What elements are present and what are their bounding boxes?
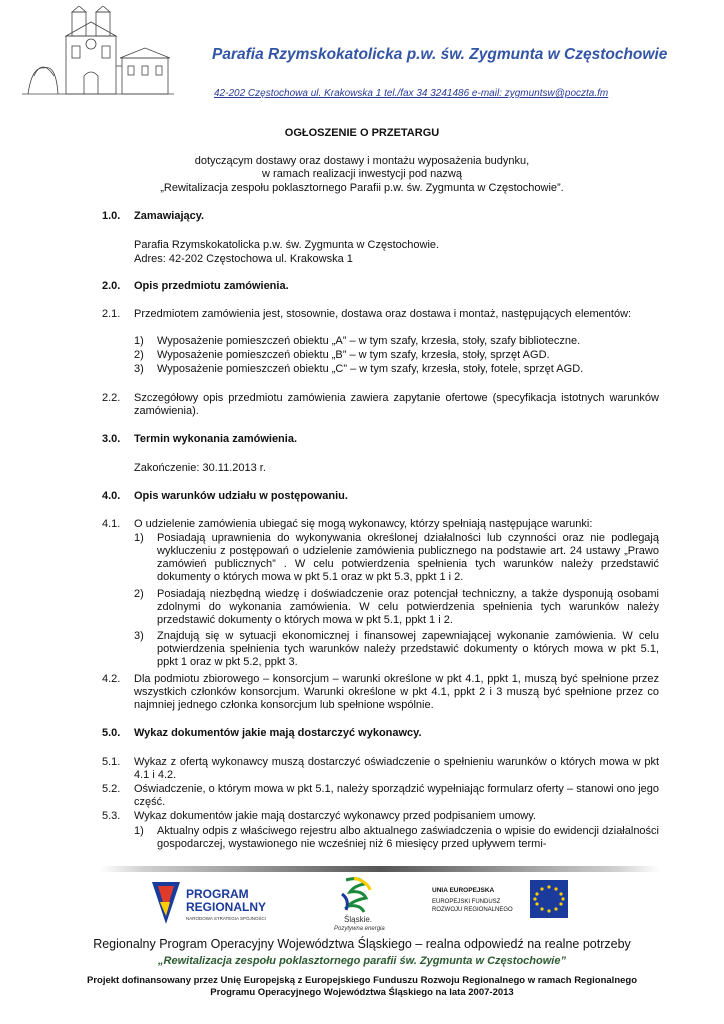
list-number: 3) bbox=[134, 363, 144, 375]
section-number: 5.0. bbox=[102, 727, 121, 739]
list-item-object-c: Wyposażenie pomieszczeń obiektu „C” – w tym szafy, krzesła, stoły, fotele, sprzęt AGD. bbox=[157, 363, 584, 375]
intro-line-2: w ramach realizacji inwestycji pod nazwą bbox=[262, 168, 462, 180]
footer-program-slogan: Regionalny Program Operacyjny Województwa Śląskiego – realna odpowiedź na realne potrzeby bbox=[93, 937, 631, 951]
paragraph-number: 5.1. bbox=[102, 756, 121, 768]
list-number: 1) bbox=[134, 335, 144, 347]
program-line-3: NARODOWA STRATEGIA SPÓJNOŚCI bbox=[186, 916, 267, 921]
condition-2: Posiadają niezbędną wiedzę i doświadczenie oraz potencjał techniczny, a także dysponują osobami zdolnymi do wykonania zamówienia. W celu potwierdzenia spełnienia tych warunków należy przedstawić dokumenty o których mowa w pkt 5.1, ppkt 1 i 2. bbox=[157, 588, 659, 626]
paragraph-number: 5.2. bbox=[102, 783, 121, 795]
contracting-party-name: Parafia Rzymskokatolicka p.w. św. Zygmunta w Częstochowie. bbox=[134, 239, 440, 251]
list-number: 1) bbox=[134, 532, 144, 544]
section-heading-zamawiajacy: Zamawiający. bbox=[134, 210, 205, 222]
program-line-1: PROGRAM bbox=[186, 887, 249, 901]
slaskie-tagline: Pozytywna energia bbox=[334, 926, 385, 932]
contracting-party-address: Adres: 42-202 Częstochowa ul. Krakowska 1 bbox=[134, 253, 353, 265]
paragraph-number: 4.1. bbox=[102, 518, 121, 530]
list-number: 2) bbox=[134, 349, 144, 361]
program-line-2: REGIONALNY bbox=[186, 900, 267, 914]
parish-address: 42-202 Częstochowa ul. Krakowska 1 tel./fax 34 3241486 e-mail: zygmuntsw@poczta.fm bbox=[214, 88, 609, 99]
paragraph-5-3: Wykaz dokumentów jakie mają dostarczyć wykonawcy przed podpisaniem umowy. bbox=[134, 810, 536, 822]
list-number: 1) bbox=[134, 825, 144, 837]
section-heading-warunki: Opis warunków udziału w postępowaniu. bbox=[134, 490, 348, 502]
program-regionalny-logo bbox=[152, 882, 266, 924]
condition-3: Znajdują się w sytuacji ekonomicznej i finansowej zapewniającej wykonanie zamówienia. W celu potwierdzenia spełnienia tych warunków należy przedstawić dokumenty o których mowa w pkt 5.1, ppkt 1 oraz w pkt 5.2, ppkt 3. bbox=[157, 630, 659, 668]
paragraph-5-2: Oświadczenie, o którym mowa w pkt 5.1, należy sporządzić wypełniając formularz oferty – stanowi ono jego część. bbox=[134, 783, 659, 808]
paragraph-4-1: O udzielenie zamówienia ubiegać się mogą wykonawcy, którzy spełniają następujące warunki: bbox=[134, 518, 593, 530]
slaskie-logo bbox=[334, 878, 385, 932]
document-item-1: Aktualny odpis z właściwego rejestru albo aktualnego zaświadczenia o wpisie do ewidencji działalności gospodarczej, wystawionego nie wcześniej niż 6 miesięcy przed upływem termi- bbox=[157, 825, 659, 850]
funding-logos bbox=[150, 872, 570, 932]
list-number: 2) bbox=[134, 588, 144, 600]
paragraph-5-1: Wykaz z ofertą wykonawcy muszą dostarczyć oświadczenie o spełnieniu warunków o których mowa w pkt 4.1 i 4.2. bbox=[134, 756, 659, 781]
parish-name: Parafia Rzymskokatolicka p.w. św. Zygmunta w Częstochowie bbox=[212, 46, 668, 63]
section-heading-dokumenty: Wykaz dokumentów jakie mają dostarczyć wykonawcy. bbox=[134, 727, 422, 739]
document-title: OGŁOSZENIE O PRZETARGU bbox=[284, 127, 440, 139]
footer-funding-note: Projekt dofinansowany przez Unię Europejską z Europejskiego Funduszu Rozwoju Regionalnego w ramach Regionalnego Programu Operacyjnego Województwa Śląskiego na lata 2007-2013 bbox=[86, 975, 638, 998]
slaskie-name: Śląskie. bbox=[344, 915, 373, 924]
section-number: 3.0. bbox=[102, 433, 121, 445]
list-number: 3) bbox=[134, 630, 144, 642]
footer-project-name: „Rewitalizacja zespołu poklasztornego parafii św. Zygmunta w Częstochowie” bbox=[158, 955, 566, 967]
eu-line-1: UNIA EUROPEJSKA bbox=[432, 887, 495, 894]
list-item-object-b: Wyposażenie pomieszczeń obiektu „B” – w tym szafy, krzesła, stoły, sprzęt AGD. bbox=[157, 349, 550, 361]
section-heading-przedmiot: Opis przedmiotu zamówienia. bbox=[134, 280, 289, 292]
condition-1: Posiadają uprawnienia do wykonywania określonej działalności lub czynności oraz nie podlegają wykluczeniu z postępowań o udzielenie zamówienia publicznego na podstawie art. 24 ustawy „Prawo zamówień publicznych” . W celu potwierdzenia spełnienia tych warunków należy przedstawić dokumenty o których mowa w pkt 5.1 oraz w pkt 5.3, ppkt 1 i 2. bbox=[157, 532, 659, 583]
paragraph-2-2: Szczegółowy opis przedmiotu zamówienia zawiera zapytanie ofertowe (specyfikacja istotnych warunków zamówienia). bbox=[134, 392, 659, 417]
paragraph-number: 2.2. bbox=[102, 392, 121, 404]
section-heading-termin: Termin wykonania zamówienia. bbox=[134, 433, 298, 445]
eu-logo bbox=[432, 880, 568, 918]
paragraph-4-2: Dla podmiotu zbiorowego – konsorcjum – warunki określone w pkt 4.1, ppkt 1, muszą być spełnione przez wszystkich członków konsorcjum. Warunki określone w pkt 4.1, ppkt 2 i 3 muszą być spełnione przez co najmniej jednego członka konsorcjum lub spełnione wspólnie. bbox=[134, 673, 659, 711]
section-number: 1.0. bbox=[102, 210, 121, 222]
section-number: 2.0. bbox=[102, 280, 121, 292]
completion-date: Zakończenie: 30.11.2013 r. bbox=[134, 462, 266, 474]
section-number: 4.0. bbox=[102, 490, 121, 502]
paragraph-2-1: Przedmiotem zamówienia jest, stosownie, dostawa oraz dostawa i montaż, następujących elementów: bbox=[134, 308, 632, 320]
paragraph-number: 2.1. bbox=[102, 308, 121, 320]
eu-line-2: EUROPEJSKI FUNDUSZ bbox=[432, 899, 501, 905]
eu-line-3: ROZWOJU REGIONALNEGO bbox=[432, 907, 513, 913]
paragraph-number: 4.2. bbox=[102, 673, 121, 685]
intro-line-1: dotyczącym dostawy oraz dostawy i montażu wyposażenia budynku, bbox=[194, 155, 530, 167]
church-illustration bbox=[22, 6, 174, 98]
intro-line-3: „Rewitalizacja zespołu poklasztornego Parafii p.w. św. Zygmunta w Częstochowie”. bbox=[160, 182, 564, 194]
list-item-object-a: Wyposażenie pomieszczeń obiektu „A” – w tym szafy, krzesła, stoły, szafy biblioteczne. bbox=[157, 335, 581, 347]
paragraph-number: 5.3. bbox=[102, 810, 121, 822]
